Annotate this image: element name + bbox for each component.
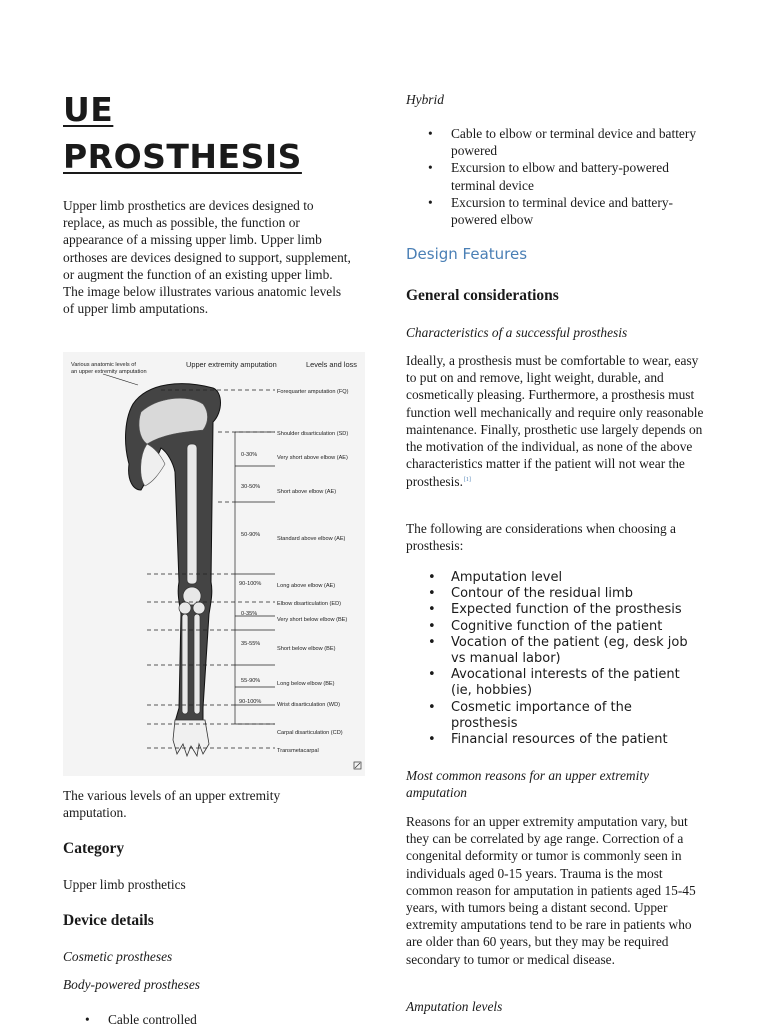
hybrid-list <box>406 125 701 228</box>
ideal-paragraph <box>406 352 706 491</box>
page-title <box>63 86 363 180</box>
amputation-levels-diagram <box>63 352 365 776</box>
level-label: Forequarter amputation (FQ) <box>277 389 349 395</box>
level-pct: 90-100% <box>239 699 262 705</box>
list-item: • Financial resources of the patient <box>406 732 701 748</box>
level-label: Short above elbow (AE) <box>277 489 337 495</box>
list-item: • Amputation level <box>406 570 701 586</box>
reference-link[interactable]: [1] <box>463 477 471 484</box>
list-item: • Excursion to elbow and battery-powered terminal device <box>406 159 701 193</box>
level-label: Standard above elbow (AE) <box>277 536 346 542</box>
level-label: Long above elbow (AE) <box>277 583 336 589</box>
figure-header-right: Levels and loss <box>306 360 357 369</box>
arm-illustration <box>126 384 221 756</box>
level-pct: 0-30% <box>241 452 258 458</box>
level-label: Transmetacarpal <box>277 748 319 754</box>
ideal-paragraph-text: Ideally, a prosthesis must be comfortable to wear, easy to put on and remove, light weight, durable, and cosmetically pleasing. Furthermore, a prosthesis must function well mechanically and require only reasonable maintenance. Finally, prosthetic use largely depends on the motivation of the individual, as none of the above characteristics matter if the patient will not wear the prosthesis. <box>406 353 704 490</box>
design-features-heading: Design Features <box>406 245 528 263</box>
page-title-text: UE PROSTHESIS <box>63 90 302 176</box>
level-label: Long below elbow (BE) <box>277 681 335 687</box>
cosmetic-prostheses: Cosmetic prostheses <box>63 949 173 964</box>
characteristics-heading: Characteristics of a successful prosthesis <box>406 325 628 340</box>
list-item: • Avocational interests of the patient (ie, hobbies) <box>406 667 701 699</box>
level-label: Short below elbow (BE) <box>277 646 336 652</box>
figure-caption: The various levels of an upper extremity amputation. <box>63 788 281 821</box>
level-pct: 90-100% <box>239 581 262 587</box>
list-item: • Excursion to terminal device and battery-powered elbow <box>406 194 701 228</box>
figure-header-mid: Upper extremity amputation <box>186 360 277 369</box>
reasons-heading: Most common reasons for an upper extremity amputation <box>406 768 649 801</box>
amputation-levels-figure <box>63 352 365 776</box>
figure-header-left-2: an upper extremity amputation <box>71 369 147 375</box>
level-pct: 50-90% <box>241 532 261 538</box>
list-item: • Contour of the residual limb <box>406 586 701 602</box>
level-label: Very short below elbow (BE) <box>277 617 348 623</box>
list-item: • Expected function of the prosthesis <box>406 602 701 618</box>
level-label: Elbow disarticulation (ED) <box>277 601 342 607</box>
level-pct: 55-90% <box>241 678 261 684</box>
category-heading: Category <box>63 840 125 857</box>
considerations-list <box>406 570 701 748</box>
level-pct: 0-35% <box>241 611 258 617</box>
figure-pointer-line <box>103 374 138 385</box>
expand-icon[interactable] <box>354 762 361 769</box>
list-item: • Cosmetic importance of the prosthesis <box>406 700 701 732</box>
general-considerations-heading: General considerations <box>406 287 559 304</box>
level-label: Very short above elbow (AE) <box>277 455 348 461</box>
list-item: • Vocation of the patient (eg, desk job vs manual labor) <box>406 635 701 667</box>
level-pct: 30-50% <box>241 484 261 490</box>
figure-header-left-1: Various anatomic levels of <box>71 362 136 368</box>
level-label: Shoulder disarticulation (SD) <box>277 431 349 437</box>
hybrid-heading: Hybrid <box>406 92 444 107</box>
category-value: Upper limb prosthetics <box>63 877 186 892</box>
body-powered-list <box>63 1011 353 1028</box>
intro-paragraph: Upper limb prosthetics are devices designed to replace, as much as possible, the function or appearance of a missing upper limb. Upper limb orthoses are devices designed to support, supplement, or augment the function of an existing upper limb. The image below illustrates various anatomic levels of upper limb amputations. <box>63 198 351 317</box>
list-item: • Cable to elbow or terminal device and battery powered <box>406 125 701 159</box>
body-powered-prostheses: Body-powered prostheses <box>63 977 200 992</box>
list-item: • Cognitive function of the patient <box>406 619 701 635</box>
reasons-paragraph: Reasons for an upper extremity amputation vary, but they can be correlated by age range. Correction of a congenital deformity or tumor is commonly seen in individuals aged 0-15 years. Trauma is the most common reason for amputation in patients aged 15-45 years, with tumors being a distant second. Upper extremity amputations tend to be rare in patients who are older than 60 years, but they may be required secondary to tumor or medical disease. <box>406 814 696 967</box>
level-pct: 35-55% <box>241 641 261 647</box>
list-item: • Cable controlled <box>63 1011 353 1028</box>
amputation-levels-heading: Amputation levels <box>406 999 503 1014</box>
level-label: Wrist disarticulation (WD) <box>277 702 340 708</box>
following-paragraph: The following are considerations when choosing a prosthesis: <box>406 521 676 554</box>
device-details-heading: Device details <box>63 912 154 929</box>
level-label: Carpal disarticulation (CD) <box>277 730 343 736</box>
